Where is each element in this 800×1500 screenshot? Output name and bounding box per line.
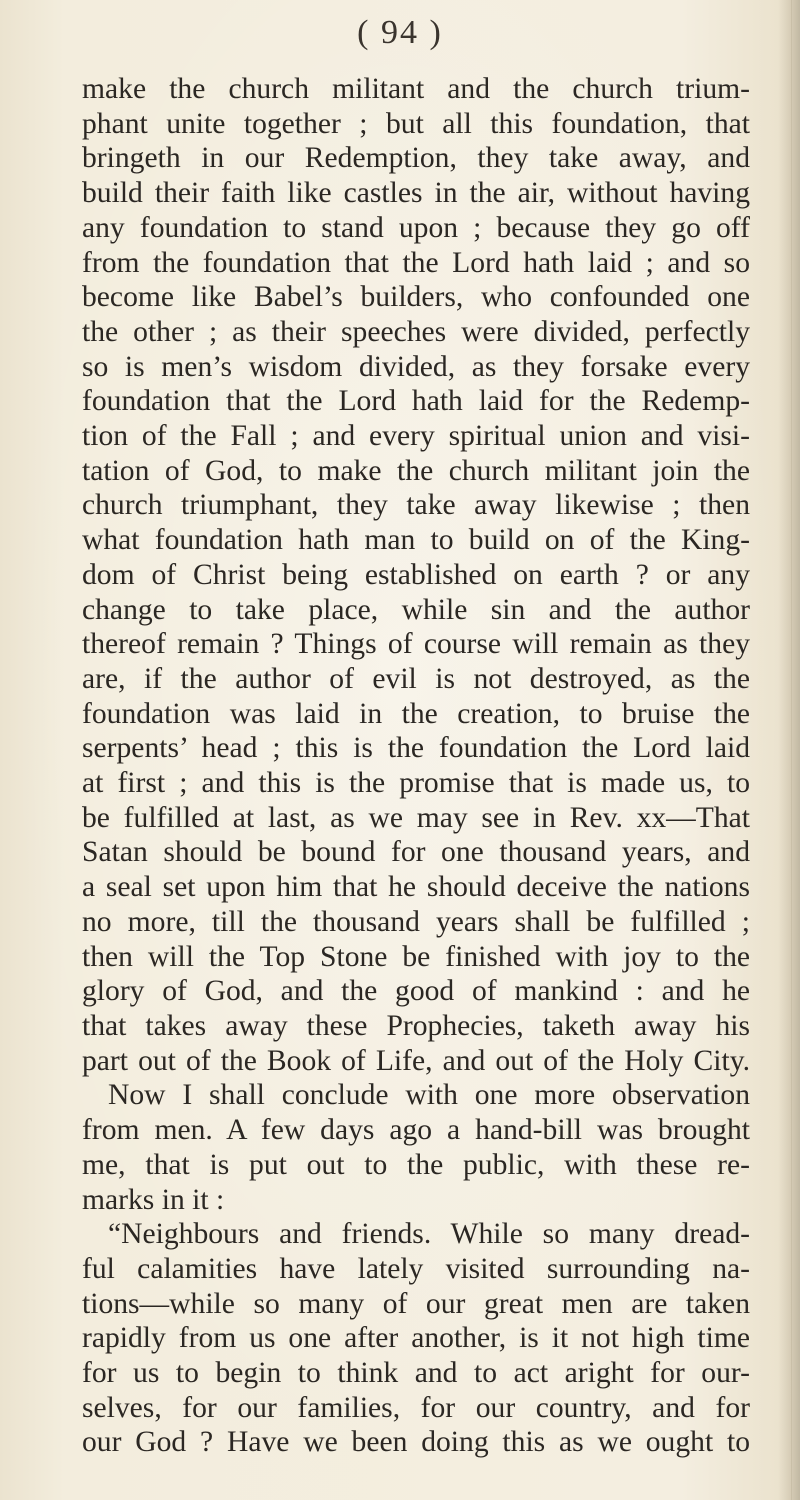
text-line: Satan should be bound for one thousand years, and — [82, 836, 750, 869]
text-line: from the foundation that the Lord hath laid ; and so — [82, 246, 750, 279]
text-line: selves, for our families, for our country, and for — [82, 1391, 750, 1424]
page-number: ( 94 ) — [357, 14, 443, 51]
text-line: church triumphant, they take away likewise ; then — [82, 489, 750, 522]
text-line: thereof remain ? Things of course will remain as they — [82, 628, 750, 661]
page-edge-line — [791, 0, 792, 1500]
text-line: from men. A few days ago a hand-bill was brought — [82, 1114, 750, 1147]
text-line: a seal set upon him that he should deceive the nations — [82, 871, 750, 904]
text-line: any foundation to stand upon ; because they go off — [82, 211, 750, 244]
text-line: what foundation hath man to build on of the King- — [82, 524, 750, 557]
text-line: foundation was laid in the creation, to bruise the — [82, 697, 750, 730]
text-line: build their faith like castles in the air, without having — [82, 177, 750, 210]
body-text — [82, 72, 750, 1460]
text-line: so is men’s wisdom divided, as they forsake every — [82, 350, 750, 383]
text-line: foundation that the Lord hath laid for the Redemp- — [82, 385, 750, 418]
text-line: are, if the author of evil is not destroyed, as the — [82, 662, 750, 695]
text-line: marks in it : — [82, 1183, 225, 1216]
text-line: glory of God, and the good of mankind : and he — [82, 975, 750, 1008]
text-line: the other ; as their speeches were divided, perfectly — [82, 315, 750, 348]
text-line: me, that is put out to the public, with these re- — [82, 1148, 750, 1181]
text-line: make the church militant and the church trium- — [82, 73, 750, 105]
text-line: part out of the Book of Life, and out of the Holy City. — [82, 1044, 750, 1077]
text-line: change to take place, while sin and the author — [82, 593, 750, 626]
text-line: tions—while so many of our great men are taken — [82, 1287, 750, 1320]
text-line: ful calamities have lately visited surrounding na- — [82, 1252, 750, 1285]
text-line: tion of the Fall ; and every spiritual union and visi- — [82, 420, 750, 453]
text-line: be fulfilled at last, as we may see in Rev. xx—That — [82, 801, 750, 834]
text-line: tation of God, to make the church militant join the — [82, 454, 750, 487]
text-line: phant unite together ; but all this foundation, that — [82, 107, 750, 140]
text-line: “Neighbours and friends. While so many dread- — [108, 1218, 750, 1251]
text-line: Now I shall conclude with one more observation — [108, 1079, 750, 1112]
text-line: rapidly from us one after another, is it not high time — [82, 1322, 750, 1355]
text-line: for us to begin to think and to act aright for our- — [82, 1357, 750, 1390]
page-edge-shadow — [778, 0, 800, 1500]
text-line: our God ? Have we been doing this as we ought to — [82, 1426, 750, 1459]
text-line: become like Babel’s builders, who confounded one — [82, 281, 750, 314]
text-line: no more, till the thousand years shall be fulfilled ; — [82, 905, 750, 938]
text-line: bringeth in our Redemption, they take away, and — [82, 142, 750, 175]
text-line: at first ; and this is the promise that is made us, to — [82, 767, 750, 800]
text-line: dom of Christ being established on earth ? or any — [82, 558, 750, 591]
text-line: serpents’ head ; this is the foundation the Lord laid — [82, 732, 750, 765]
text-line: then will the Top Stone be finished with joy to the — [82, 940, 750, 973]
text-line: that takes away these Prophecies, taketh away his — [82, 1009, 750, 1042]
